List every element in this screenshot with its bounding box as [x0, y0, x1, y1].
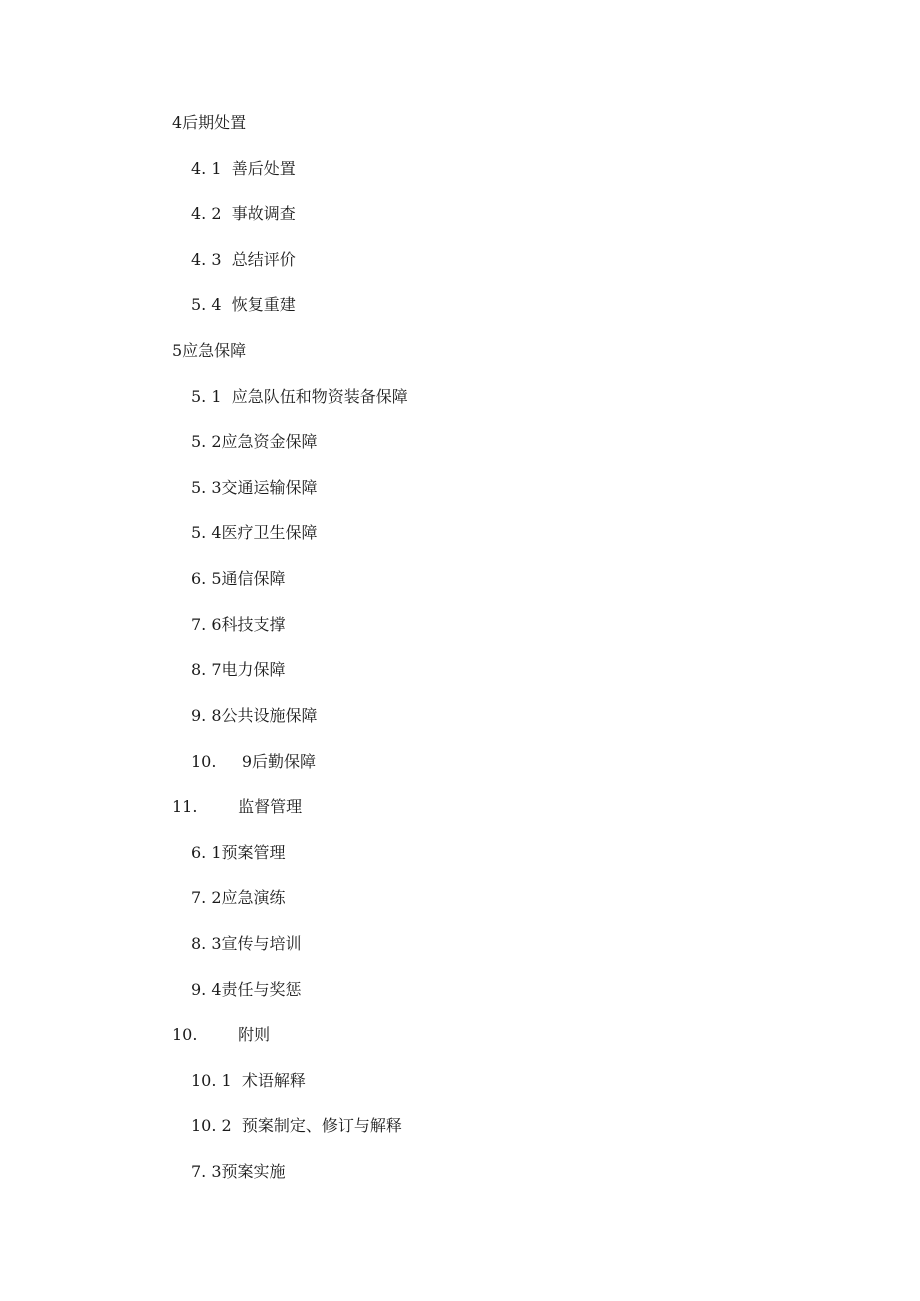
toc-entry: 8. 7电力保障	[191, 660, 286, 679]
toc-heading: 10. 附则	[172, 1025, 271, 1044]
toc-entry: 10. 1 术语解释	[191, 1071, 306, 1090]
toc-entry: 6. 1预案管理	[191, 843, 286, 862]
toc-entry: 10. 2 预案制定、修订与解释	[191, 1116, 402, 1135]
toc-entry: 7. 2应急演练	[191, 888, 286, 907]
toc-entry: 5. 3交通运输保障	[191, 478, 318, 497]
toc-entry: 5. 1 应急队伍和物资装备保障	[191, 387, 408, 406]
toc-entry: 5. 4医疗卫生保障	[191, 523, 318, 542]
toc-entry: 7. 6科技支撑	[191, 615, 286, 634]
toc-entry: 5. 2应急资金保障	[191, 432, 318, 451]
toc-entry: 4. 3 总结评价	[191, 250, 296, 269]
toc-heading: 4后期处置	[172, 113, 247, 132]
toc-entry: 6. 5通信保障	[191, 569, 286, 588]
toc-heading: 5应急保障	[172, 341, 247, 360]
toc-entry: 8. 3宣传与培训	[191, 934, 302, 953]
toc-entry: 4. 1 善后处置	[191, 159, 296, 178]
toc-entry: 4. 2 事故调查	[191, 204, 296, 223]
toc-entry: 7. 3预案实施	[191, 1162, 286, 1181]
toc-entry: 9. 4责任与奖惩	[191, 980, 302, 999]
toc-entry: 5. 4 恢复重建	[191, 295, 296, 314]
toc-heading: 11. 监督管理	[172, 797, 303, 816]
toc-entry: 9. 8公共设施保障	[191, 706, 318, 725]
toc-entry: 10. 9后勤保障	[191, 752, 317, 771]
